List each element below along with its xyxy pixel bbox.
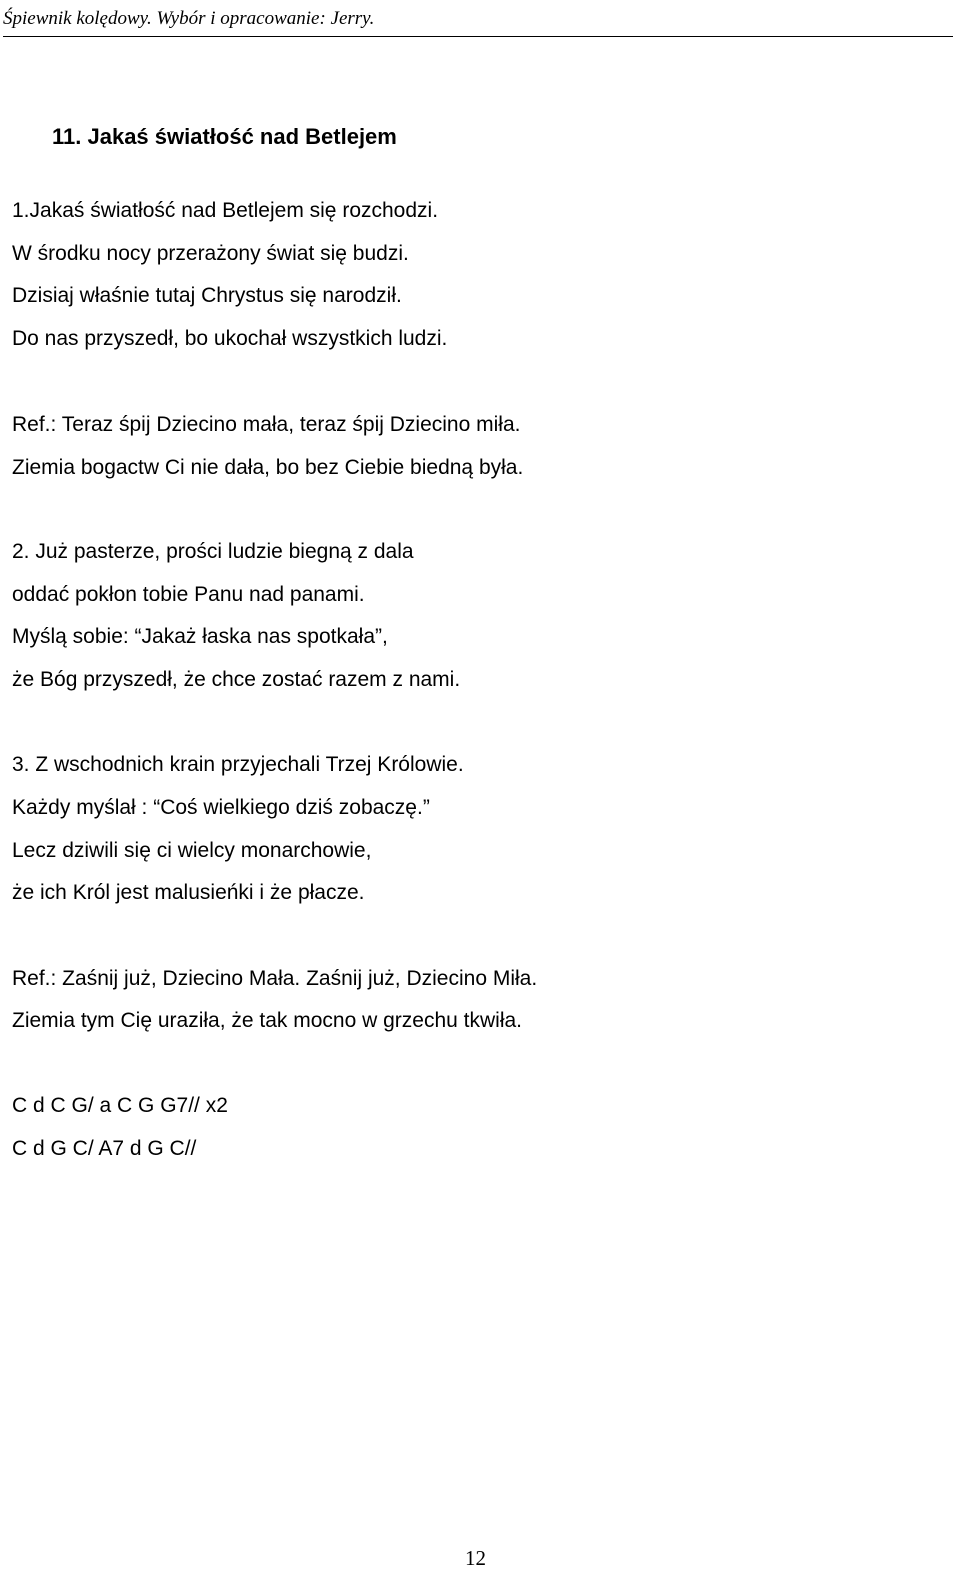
lyric-line: Ziemia bogactw Ci nie dała, bo bez Ciebie biedną była. <box>12 456 524 479</box>
lyric-line: 1.Jakaś światłość nad Betlejem się rozchodzi. <box>12 199 439 222</box>
lyric-line: że Bóg przyszedł, że chce zostać razem z nami. <box>12 668 461 691</box>
chord-line: C d G C/ A7 d G C// <box>12 1137 197 1160</box>
lyric-line: Lecz dziwili się ci wielcy monarchowie, <box>12 839 372 862</box>
header-title: Śpiewnik kolędowy. Wybór i opracowanie: Jerry. <box>3 8 375 29</box>
lyric-line: Myślą sobie: “Jakaż łaska nas spotkała”, <box>12 625 388 648</box>
header-divider <box>3 36 953 37</box>
lyric-line: 2. Już pasterze, prości ludzie biegną z dala <box>12 540 414 563</box>
page-header <box>0 0 960 40</box>
lyric-line: Ref.: Teraz śpij Dziecino mała, teraz śpij Dziecino miła. <box>12 413 521 436</box>
lyric-line: W środku nocy przerażony świat się budzi. <box>12 242 409 265</box>
lyric-line: Do nas przyszedł, bo ukochał wszystkich ludzi. <box>12 327 448 350</box>
chord-line: C d C G/ a C G G7// x2 <box>12 1094 228 1117</box>
lyric-line: Ref.: Zaśnij już, Dziecino Mała. Zaśnij już, Dziecino Miła. <box>12 967 538 990</box>
lyric-line: Każdy myślał : “Coś wielkiego dziś zobaczę.” <box>12 796 430 819</box>
lyric-line: 3. Z wschodnich krain przyjechali Trzej Królowie. <box>12 753 464 776</box>
lyric-line: oddać pokłon tobie Panu nad panami. <box>12 583 365 606</box>
page-number: 12 <box>465 1546 486 1570</box>
lyric-line: że ich Król jest malusieńki i że płacze. <box>12 881 365 904</box>
song-title: 11. Jakaś światłość nad Betlejem <box>52 124 397 149</box>
lyric-line: Dzisiaj właśnie tutaj Chrystus się narodził. <box>12 284 402 307</box>
lyric-line: Ziemia tym Cię uraziła, że tak mocno w grzechu tkwiła. <box>12 1009 522 1032</box>
